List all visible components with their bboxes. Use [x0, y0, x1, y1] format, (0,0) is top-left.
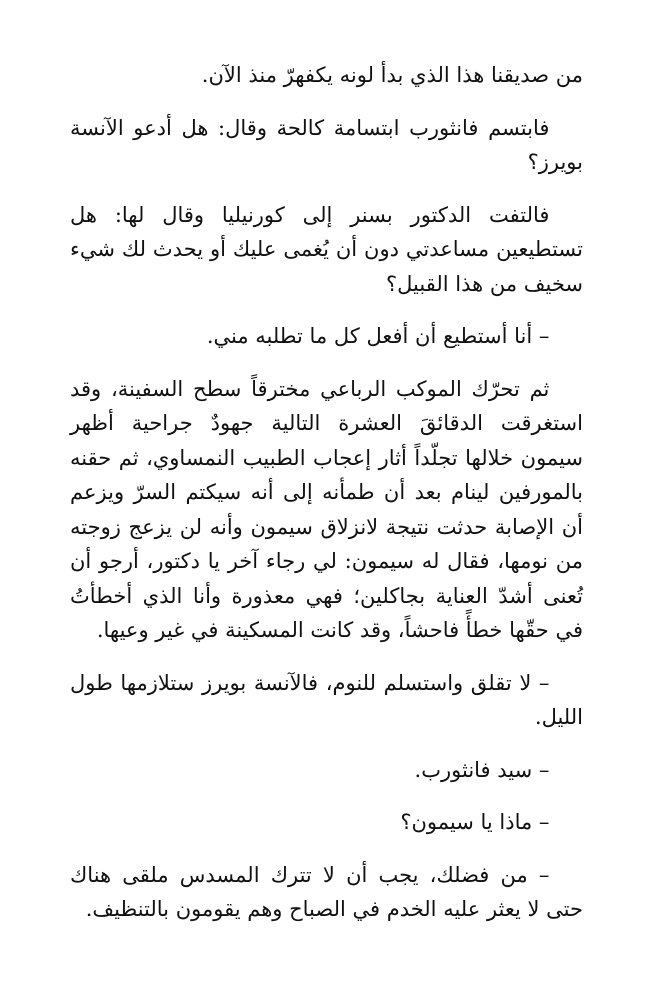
paragraph-doctor-bessner: فالتفت الدكتور بسنر إلى كورنيليا وقال لها: هل تستطيعين مساعدتي دون أن يُغمى عليك أو يحدث لك شيء سخيف من هذا القبيل؟: [70, 202, 583, 296]
paragraph-procession: ثم تحرّك الموكب الرباعي مخترقاً سطح السفينة، وقد استغرقت الدقائقَ العشرة التالية جهودٌ جراحية أظهر سيمون خلالها تجلّداً أثار إعجاب الطبيب النمساوي، ثم حقنه بالمورفين لينام بعد أن طمأنه إلى أنه سيكتم السرّ ويزعم أن الإصابة حدثت نتيجة لانزلاق سيمون وأنه لن يزعج زوجته من نومها، فقال له سيمون: لي رجاء آخر يا دكتور، أرجو أن تُعنى أشدّ العناية بجاكلين؛ فهي معذورة وأنا الذي أخطأتُ في حقّها خطأً فاحشاً، وقد كانت المسكينة في غير وعيها.: [70, 376, 583, 642]
dialog-line-fanthorpe-reply: – ماذا يا سيمون؟: [400, 810, 550, 834]
dialog-line-simon-call: – سيد فانثورب.: [414, 757, 550, 782]
paragraph-fanthorpe-smile: فابتسم فانثورب ابتسامة كالحة وقال: هل أدعو الآنسة بويرز؟: [70, 115, 583, 174]
dialog-line-pistol: – من فضلك، يجب أن لا تترك المسدس ملقى هناك حتى لا يعثر عليه الخدم في الصباح وهم يقومون بالتنظيف.: [70, 862, 583, 921]
dialog-line-doctor: – لا تقلق واستسلم للنوم، فالآنسة بويرز ستلازمها طول الليل.: [70, 670, 583, 729]
paragraph-continuation: من صديقنا هذا الذي بدأ لونه يكفهرّ منذ الآن.: [201, 63, 583, 87]
dialog-line-cornelia: – أنا أستطيع أن أفعل كل ما تطلبه مني.: [206, 324, 550, 348]
